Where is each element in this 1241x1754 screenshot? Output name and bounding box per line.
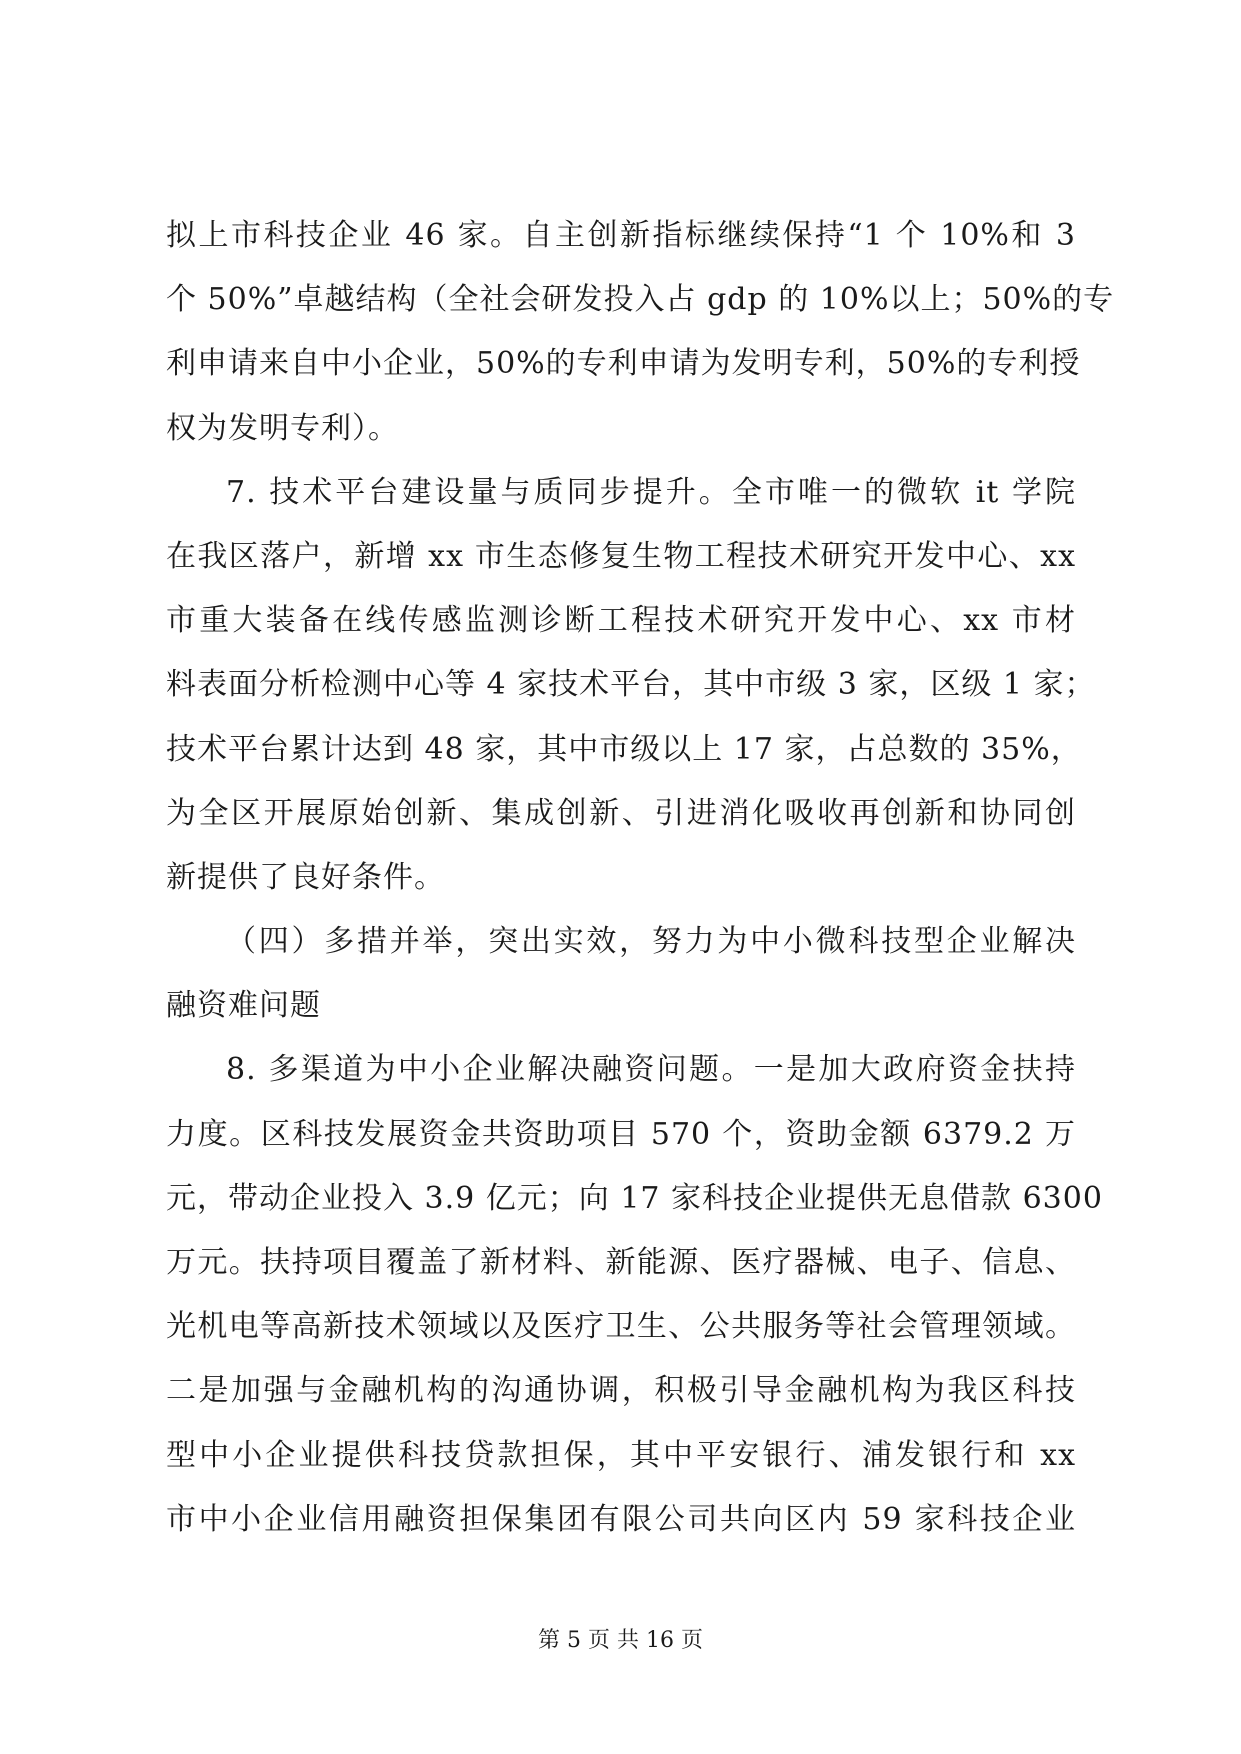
text-line: 新提供了良好条件。 bbox=[166, 859, 445, 895]
text-line: 个 50%”卓越结构（全社会研发投入占 gdp 的 10%以上；50%的专 bbox=[166, 282, 1115, 318]
text-line: 力度。区科技发展资金共资助项目 570 个，资助金额 6379.2 万 bbox=[166, 1116, 1076, 1152]
text-line: 技术平台累计达到 48 家，其中市级以上 17 家，占总数的 35%， bbox=[166, 731, 1082, 767]
page-number: 第 5 页 共 16 页 bbox=[538, 1628, 703, 1653]
text-line: 市重大装备在线传感监测诊断工程技术研究开发中心、xx 市材 bbox=[166, 603, 1076, 639]
text-line: 为全区开展原始创新、集成创新、引进消化吸收再创新和协同创 bbox=[166, 795, 1076, 831]
section-heading: （四）多措并举，突出实效，努力为中小微科技型企业解决 bbox=[226, 924, 1076, 960]
section-heading: 融资难问题 bbox=[166, 988, 321, 1024]
page-footer bbox=[0, 1623, 1241, 1654]
text-line: 型中小企业提供科技贷款担保，其中平安银行、浦发银行和 xx bbox=[166, 1437, 1076, 1473]
text-line: 光机电等高新技术领域以及医疗卫生、公共服务等社会管理领域。 bbox=[166, 1309, 1076, 1345]
text-line: 二是加强与金融机构的沟通协调，积极引导金融机构为我区科技 bbox=[166, 1373, 1076, 1409]
text-line: 元，带动企业投入 3.9 亿元；向 17 家科技企业提供无息借款 6300 bbox=[166, 1180, 1103, 1216]
text-line: 7. 技术平台建设量与质同步提升。全市唯一的微软 it 学院 bbox=[226, 474, 1076, 510]
text-line: 料表面分析检测中心等 4 家技术平台，其中市级 3 家，区级 1 家； bbox=[166, 667, 1096, 703]
text-line: 市中小企业信用融资担保集团有限公司共向区内 59 家科技企业 bbox=[166, 1501, 1076, 1537]
text-line: 拟上市科技企业 46 家。自主创新指标继续保持“1 个 10%和 3 bbox=[166, 218, 1076, 253]
text-line: 在我区落户，新增 xx 市生态修复生物工程技术研究开发中心、xx bbox=[166, 538, 1076, 574]
text-line: 万元。扶持项目覆盖了新材料、新能源、医疗器械、电子、信息、 bbox=[166, 1245, 1076, 1280]
text-line: 利申请来自中小企业，50%的专利申请为发明专利，50%的专利授 bbox=[166, 346, 1081, 382]
body-text bbox=[166, 204, 1115, 1552]
text-line: 权为发明专利）。 bbox=[166, 410, 399, 446]
text-line: 8. 多渠道为中小企业解决融资问题。一是加大政府资金扶持 bbox=[226, 1052, 1076, 1088]
